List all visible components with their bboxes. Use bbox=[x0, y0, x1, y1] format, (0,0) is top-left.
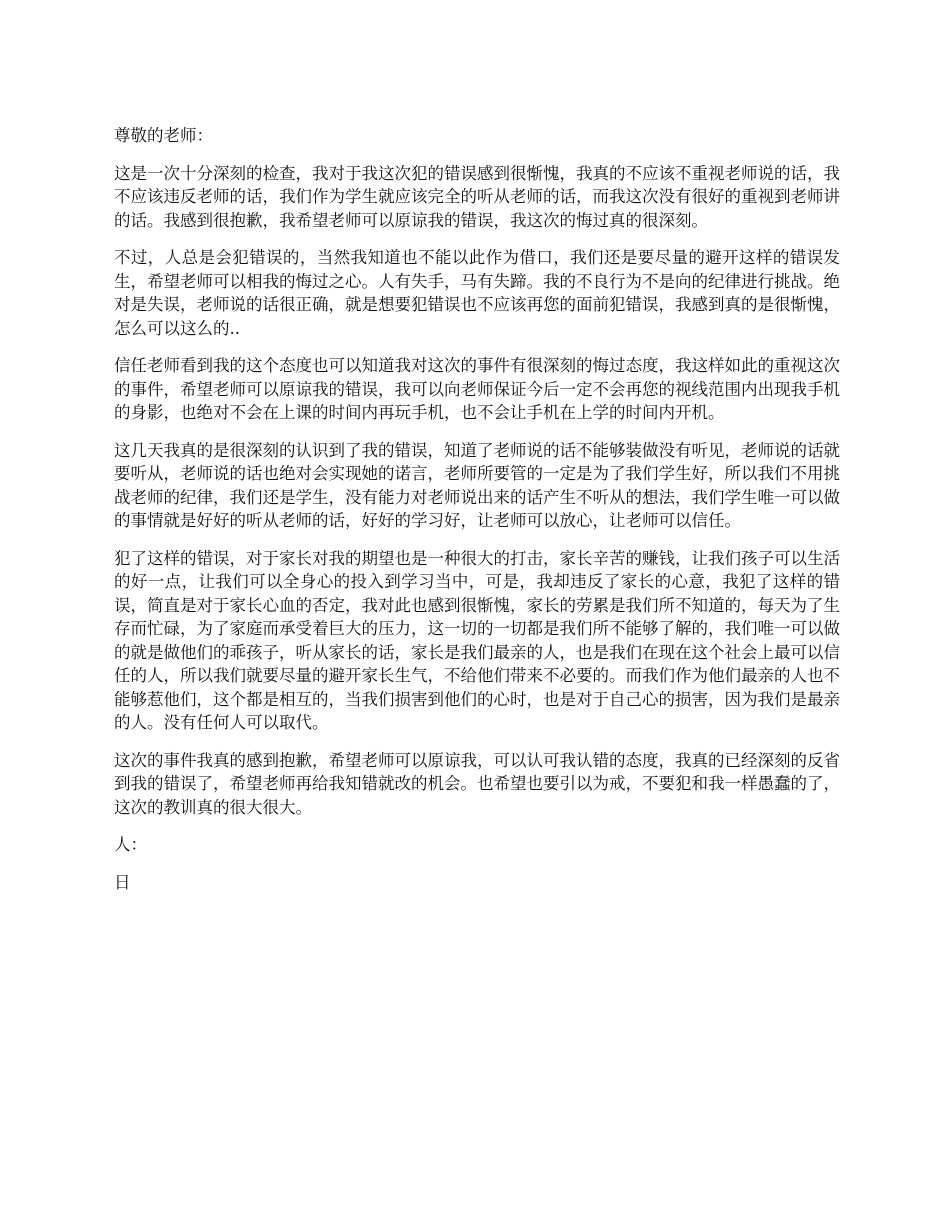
paragraph-2: 不过，人总是会犯错误的，当然我知道也不能以此作为借口，我们还是要尽量的避开这样的错误发生，希望老师可以相我的悔过之心。人有失手，马有失蹄。我的不良行为不是向的纪律进行挑战。绝对是失误，老师说的话很正确，就是想要犯错误也不应该再您的面前犯错误，我感到真的是很惭愧，怎么可以这么的.. bbox=[114, 248, 840, 338]
paragraph-5: 犯了这样的错误，对于家长对我的期望也是一种很大的打击，家长辛苦的赚钱，让我们孩子可以生活的好一点，让我们可以全身心的投入到学习当中，可是，我却违反了家长的心意，我犯了这样的错误，简直是对于家长心血的否定，我对此也感到很惭愧，家长的劳累是我们所不知道的，每天为了生存而忙碌，为了家庭而承受着巨大的压力，这一切的一切都是我们所不能够了解的，我们唯一可以做的就是做他们的乖孩子，听从家长的话，家长是我们最亲的人，也是我们在现在这个社会上最可以信任的人，所以我们就要尽量的避开家长生气，不给他们带来不必要的。而我们作为他们最亲的人也不能够惹他们，这个都是相互的，当我们损害到他们的心时，也是对于自己心的损害，因为我们是最亲的人。没有任何人可以取代。 bbox=[114, 548, 840, 732]
signature-person: 人： bbox=[114, 835, 147, 854]
document-body bbox=[114, 124, 840, 908]
paragraph-6: 这次的事件我真的感到抱歉，希望老师可以原谅我，可以认可我认错的态度，我真的已经深刻的反省到我的错误了，希望老师再给我知错就改的机会。也希望也要引以为戒，不要犯和我一样愚蠢的了，这次的教训真的很大很大。 bbox=[114, 750, 840, 817]
signature-date: 日 bbox=[114, 872, 131, 892]
paragraph-1: 这是一次十分深刻的检查，我对于我这次犯的错误感到很惭愧，我真的不应该不重视老师说的话，我不应该违反老师的话，我们作为学生就应该完全的听从老师的话，而我这次没有很好的重视到老师讲的话。我感到很抱歉，我希望老师可以原谅我的错误，我这次的悔过真的很深刻。 bbox=[114, 163, 840, 230]
greeting: 尊敬的老师： bbox=[114, 126, 213, 145]
paragraph-3: 信任老师看到我的这个态度也可以知道我对这次的事件有很深刻的悔过态度，我这样如此的重视这次的事件，希望老师可以原谅我的错误，我可以向老师保证今后一定不会再您的视线范围内出现我手机的身影，也绝对不会在上课的时间内再玩手机，也不会让手机在上学的时间内开机。 bbox=[114, 356, 840, 422]
paragraph-4: 这几天我真的是很深刻的认识到了我的错误，知道了老师说的话不能够装做没有听见，老师说的话就要听从，老师说的话也绝对会实现她的诺言，老师所要管的一定是为了我们学生好，所以我们不用挑战老师的纪律，我们还是学生，没有能力对老师说出来的话产生不听从的想法，我们学生唯一可以做的事情就是好好的听从老师的话，好好的学习好，让老师可以放心，让老师可以信任。 bbox=[114, 440, 840, 530]
